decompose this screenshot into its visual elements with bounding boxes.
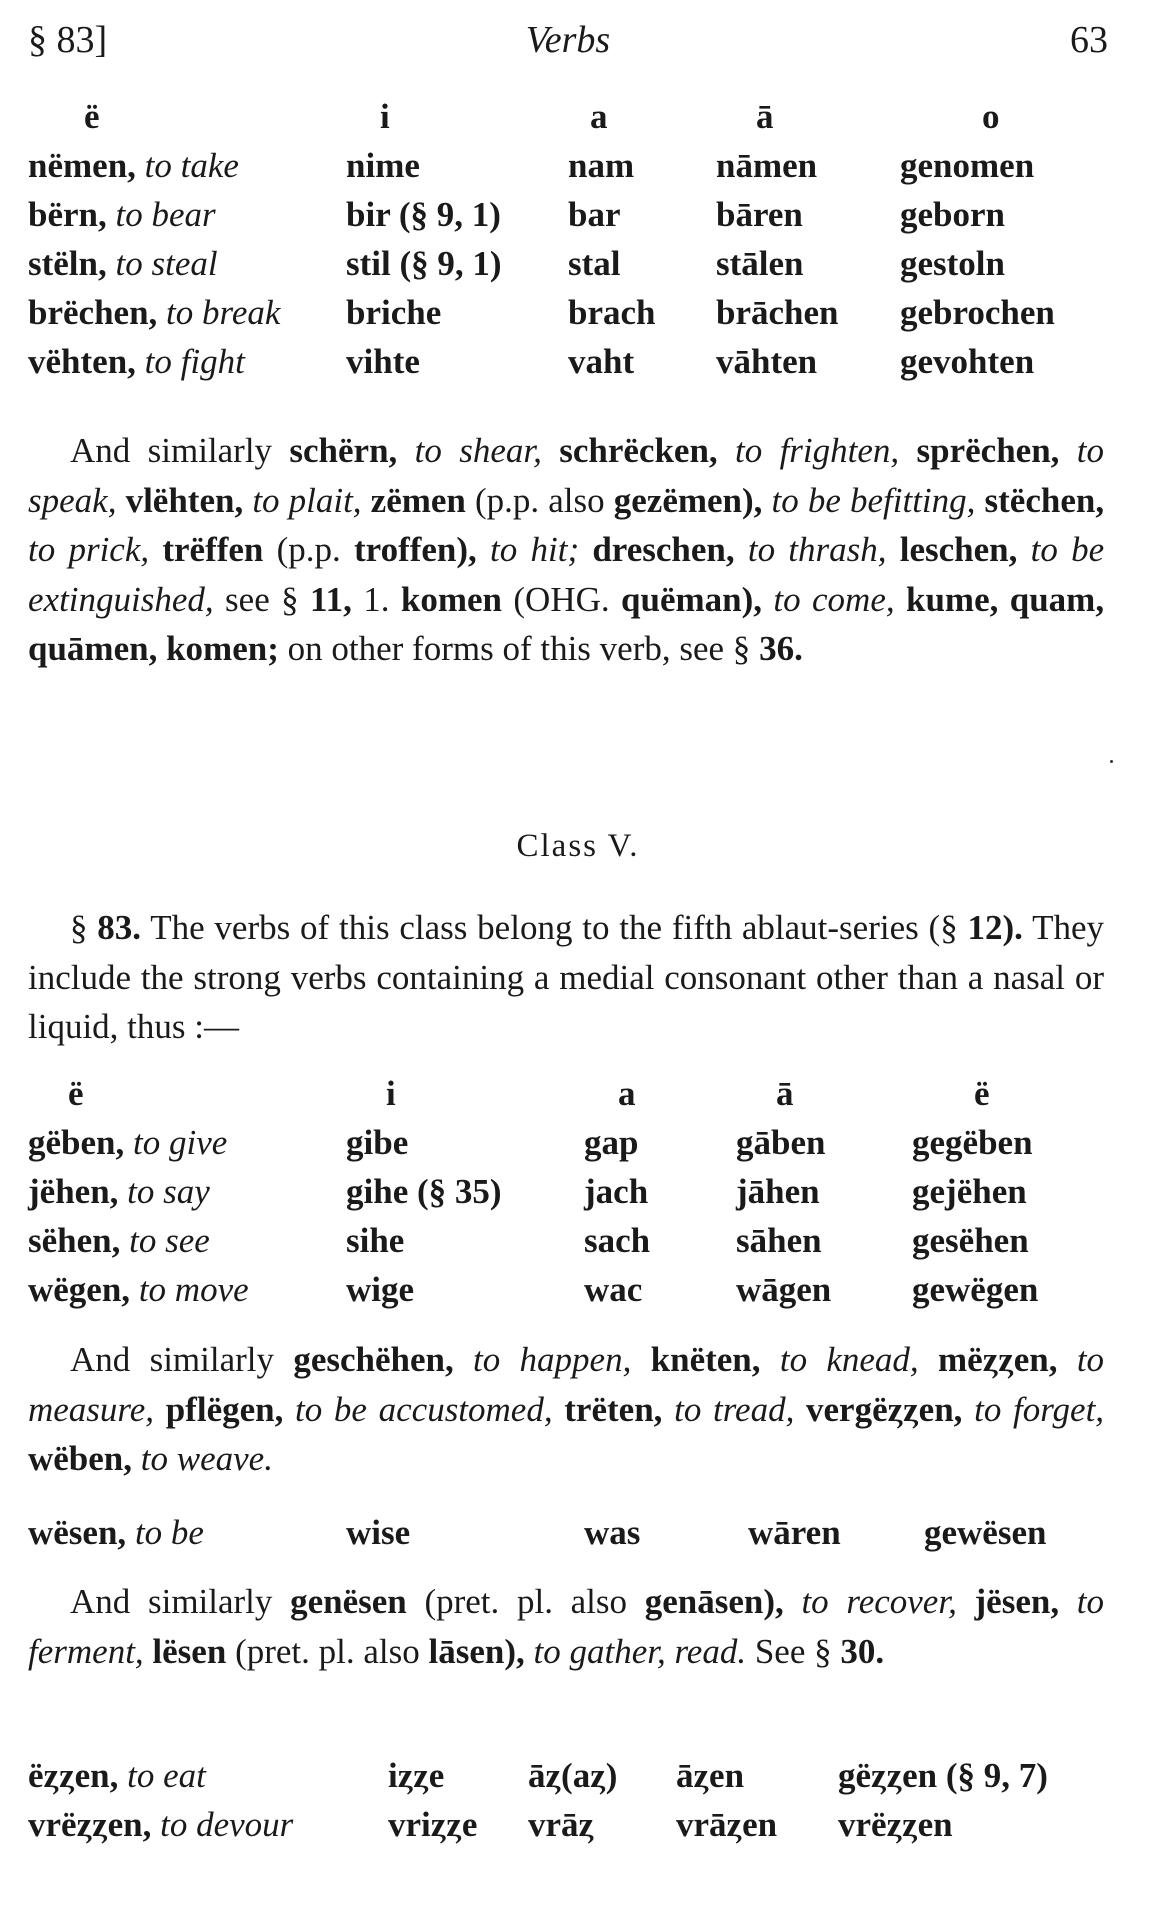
column-header: a bbox=[618, 1074, 636, 1113]
text-run: ëȥȥen, bbox=[28, 1756, 119, 1795]
text-run bbox=[28, 1751, 388, 1800]
text-run: to be extinguished, bbox=[28, 530, 1105, 619]
text-run: gejëhen bbox=[912, 1172, 1027, 1211]
text-run: āȥen bbox=[676, 1756, 745, 1795]
text-run: jëhen, bbox=[28, 1172, 119, 1211]
text-run: to speak, bbox=[28, 431, 1104, 520]
text-run: wāgen bbox=[736, 1270, 832, 1309]
text-run: to forget, bbox=[974, 1389, 1105, 1429]
text-run: 36. bbox=[759, 629, 803, 668]
text-run bbox=[28, 337, 346, 386]
text-run: gāben bbox=[736, 1123, 826, 1162]
gloss: to break bbox=[166, 293, 281, 332]
text-run: genāsen), bbox=[644, 1582, 784, 1621]
text-run: 1. bbox=[363, 579, 390, 619]
present-form: vihte bbox=[346, 342, 420, 381]
text-run: to frighten, bbox=[735, 431, 900, 470]
text-run: jësen, bbox=[974, 1582, 1060, 1621]
table-row bbox=[28, 337, 1100, 386]
text-run: to give bbox=[133, 1123, 228, 1162]
text-run: to be befitting, bbox=[771, 480, 976, 520]
preterite-plural: stālen bbox=[716, 244, 804, 283]
text-run: The verbs of this class belong to the fifth ablaut-series (§ bbox=[150, 908, 958, 947]
text-run: lāsen), bbox=[428, 1631, 525, 1671]
text-run: to say bbox=[127, 1172, 210, 1211]
text-run: gezëmen), bbox=[613, 480, 763, 520]
table-header-row bbox=[28, 92, 1100, 141]
conjugation-row-wesen bbox=[28, 1508, 1124, 1557]
text-run: kume, quam, quāmen, komen; bbox=[28, 579, 1105, 668]
preterite-singular: bar bbox=[568, 195, 621, 234]
preterite-plural: vāhten bbox=[716, 342, 818, 381]
text-run: gesëhen bbox=[912, 1221, 1029, 1260]
text-run: to measure, bbox=[28, 1340, 1105, 1429]
preterite-plural: brāchen bbox=[716, 293, 839, 332]
present-form: briche bbox=[346, 293, 442, 332]
text-run: gewëgen bbox=[912, 1270, 1039, 1309]
text-run: to be bbox=[134, 1513, 204, 1552]
text-run: jāhen bbox=[736, 1172, 820, 1211]
column-header: o bbox=[982, 97, 1000, 136]
text-run: āȥ(aȥ) bbox=[528, 1756, 618, 1795]
text-run: wësen, bbox=[28, 1513, 127, 1552]
gloss: to bear bbox=[115, 195, 216, 234]
text-run: to tread, bbox=[674, 1389, 795, 1429]
text-run: (pret. pl. also bbox=[424, 1582, 628, 1621]
table-row bbox=[28, 1508, 1124, 1557]
text-run: (pret. pl. also bbox=[235, 1631, 420, 1671]
gloss: to take bbox=[144, 146, 239, 185]
text-run: see § bbox=[225, 579, 299, 619]
column-header: i bbox=[386, 1074, 396, 1113]
table-row bbox=[28, 1118, 1112, 1167]
text-run: See § bbox=[754, 1631, 832, 1671]
table-header-row bbox=[28, 1069, 1112, 1118]
running-title: Verbs bbox=[525, 19, 611, 61]
table-row bbox=[28, 239, 1100, 288]
print-speck bbox=[1110, 760, 1113, 763]
text-run: zëmen bbox=[370, 480, 466, 520]
text-run: (p.p. bbox=[276, 530, 341, 569]
text-run: schrëcken, bbox=[559, 431, 718, 470]
paragraph-section-83 bbox=[28, 903, 1104, 1052]
text-run: to hit; bbox=[490, 530, 580, 569]
paragraph-similar-verbs-v bbox=[28, 1335, 1104, 1484]
column-header: a bbox=[590, 97, 608, 136]
preterite-plural: nāmen bbox=[716, 146, 818, 185]
text-run: to ferment, bbox=[28, 1582, 1105, 1671]
text-run: They include the strong verbs containing a medial consonant other than a nasal or liquid, thus :— bbox=[28, 908, 1104, 1046]
text-run: wise bbox=[346, 1513, 411, 1552]
past-participle: gevohten bbox=[900, 342, 1035, 381]
preterite-singular: stal bbox=[568, 244, 621, 283]
present-form: stil (§ 9, 1) bbox=[346, 244, 502, 283]
text-run bbox=[28, 190, 346, 239]
text-run: gegëben bbox=[912, 1123, 1033, 1162]
gloss: to fight bbox=[144, 342, 245, 381]
table-row bbox=[28, 1167, 1112, 1216]
text-run: to knead, bbox=[779, 1340, 919, 1379]
table-row bbox=[28, 141, 1100, 190]
text-run: to happen, bbox=[473, 1340, 632, 1379]
text-run: dreschen, bbox=[592, 530, 735, 569]
text-run: to devour bbox=[160, 1805, 294, 1844]
text-run: sprëchen, bbox=[916, 431, 1060, 470]
text-run: iȥȥe bbox=[388, 1756, 445, 1795]
text-run bbox=[28, 1167, 346, 1216]
text-run: § bbox=[70, 908, 88, 947]
text-run: jach bbox=[584, 1172, 649, 1211]
text-run bbox=[28, 1216, 346, 1265]
text-run: wac bbox=[584, 1270, 643, 1309]
table-row bbox=[28, 1216, 1112, 1265]
text-run: wëben, bbox=[28, 1439, 133, 1478]
text-run: to recover, bbox=[801, 1582, 957, 1621]
text-run: trëffen bbox=[162, 530, 264, 569]
text-run: vrëȥȥen bbox=[838, 1805, 953, 1844]
text-run: gibe bbox=[346, 1123, 409, 1162]
text-run: wëgen, bbox=[28, 1270, 131, 1309]
text-run: to be accustomed, bbox=[295, 1389, 553, 1429]
present-form: bir (§ 9, 1) bbox=[346, 195, 501, 234]
text-run: troffen), bbox=[354, 530, 477, 569]
infinitive: bërn, bbox=[28, 195, 107, 234]
past-participle: gebrochen bbox=[900, 293, 1055, 332]
page-number: 63 bbox=[1070, 19, 1108, 61]
text-run: geschëhen, bbox=[293, 1340, 454, 1379]
text-run bbox=[28, 1800, 388, 1849]
section-ref: § 83] bbox=[28, 19, 108, 61]
text-run: to shear, bbox=[414, 431, 542, 470]
preterite-singular: brach bbox=[568, 293, 656, 332]
conjugation-table-class-v bbox=[28, 1069, 1112, 1314]
text-run bbox=[28, 1118, 346, 1167]
text-run: trëten, bbox=[564, 1389, 663, 1429]
present-form: nime bbox=[346, 146, 420, 185]
text-run: And similarly bbox=[70, 1582, 291, 1621]
text-run: on other forms of this verb, see § bbox=[287, 629, 751, 668]
text-run: to prick, bbox=[28, 530, 150, 569]
running-header bbox=[28, 18, 1108, 68]
text-run: 83. bbox=[97, 908, 142, 947]
column-header: i bbox=[380, 97, 390, 136]
text-run: genësen bbox=[290, 1582, 407, 1621]
text-run: to come, bbox=[773, 579, 895, 619]
text-run: (OHG. bbox=[513, 579, 610, 619]
text-run: vriȥȥe bbox=[388, 1805, 478, 1844]
text-run: pflëgen, bbox=[165, 1389, 284, 1429]
text-run: komen bbox=[400, 579, 502, 619]
text-run: schërn, bbox=[289, 431, 398, 470]
past-participle: genomen bbox=[900, 146, 1035, 185]
text-run: stëchen, bbox=[984, 480, 1105, 520]
preterite-singular: nam bbox=[568, 146, 635, 185]
text-run: And similarly bbox=[70, 1340, 294, 1379]
text-run: vrāȥ bbox=[528, 1805, 595, 1844]
infinitive: vëhten, bbox=[28, 342, 136, 381]
text-run: wāren bbox=[748, 1513, 841, 1552]
gloss: to steal bbox=[115, 244, 218, 283]
text-run: to eat bbox=[127, 1756, 206, 1795]
preterite-plural: bāren bbox=[716, 195, 803, 234]
text-run: gewësen bbox=[924, 1513, 1047, 1552]
text-run: gëȥȥen (§ 9, 7) bbox=[838, 1756, 1048, 1795]
infinitive: stëln, bbox=[28, 244, 107, 283]
text-run: lësen bbox=[152, 1631, 227, 1671]
text-run: quëman), bbox=[621, 579, 763, 619]
text-run: 12). bbox=[967, 908, 1023, 947]
text-run: (p.p. also bbox=[475, 480, 605, 520]
text-run: to thrash, bbox=[747, 530, 887, 569]
text-run: leschen, bbox=[899, 530, 1018, 569]
paragraph-similar-verbs-wesen bbox=[28, 1577, 1104, 1676]
table-row bbox=[28, 1751, 1128, 1800]
text-run: was bbox=[584, 1513, 641, 1552]
text-run: to plait, bbox=[252, 480, 362, 520]
text-run: gëben, bbox=[28, 1123, 125, 1162]
text-run: to weave. bbox=[140, 1439, 273, 1478]
text-run bbox=[28, 288, 346, 337]
column-header: ë bbox=[68, 1074, 84, 1113]
text-run: sihe bbox=[346, 1221, 405, 1260]
text-run: gap bbox=[584, 1123, 639, 1162]
text-run: vlëhten, bbox=[125, 480, 244, 520]
table-row bbox=[28, 288, 1100, 337]
table-row bbox=[28, 190, 1100, 239]
text-run: sëhen, bbox=[28, 1221, 121, 1260]
infinitive: brëchen, bbox=[28, 293, 158, 332]
text-run: knëten, bbox=[650, 1340, 761, 1379]
text-run bbox=[28, 239, 346, 288]
text-run bbox=[28, 1508, 346, 1557]
text-run: vergëȥȥen, bbox=[806, 1389, 963, 1429]
section-heading: Class V. bbox=[516, 828, 640, 864]
text-run: vrëȥȥen, bbox=[28, 1805, 152, 1844]
text-run: 30. bbox=[840, 1631, 885, 1671]
text-run: sach bbox=[584, 1221, 651, 1260]
column-header: ë bbox=[84, 97, 100, 136]
text-run: wige bbox=[346, 1270, 415, 1309]
column-header: ā bbox=[776, 1074, 794, 1113]
text-run: mëȥȥen, bbox=[938, 1340, 1058, 1379]
text-run: And similarly bbox=[70, 431, 290, 470]
text-run: gihe (§ 35) bbox=[346, 1172, 502, 1211]
infinitive: nëmen, bbox=[28, 146, 136, 185]
text-run: to move bbox=[138, 1270, 249, 1309]
text-run bbox=[28, 1265, 346, 1314]
text-run: to gather, read. bbox=[533, 1631, 747, 1671]
table-row bbox=[28, 1800, 1128, 1849]
text-run: to see bbox=[129, 1221, 210, 1260]
past-participle: gestoln bbox=[900, 244, 1005, 283]
preterite-singular: vaht bbox=[568, 342, 635, 381]
conjugation-table-class-iv bbox=[28, 92, 1100, 386]
past-participle: geborn bbox=[900, 195, 1005, 234]
column-header: ë bbox=[974, 1074, 990, 1113]
table-row bbox=[28, 1265, 1112, 1314]
paragraph-similar-verbs-iv bbox=[28, 426, 1104, 674]
text-run: sāhen bbox=[736, 1221, 822, 1260]
text-run: 11, bbox=[310, 579, 352, 619]
text-run: vrāȥen bbox=[676, 1805, 778, 1844]
conjugation-table-ezzen bbox=[28, 1751, 1128, 1849]
column-header: ā bbox=[756, 97, 774, 136]
text-run bbox=[28, 141, 346, 190]
